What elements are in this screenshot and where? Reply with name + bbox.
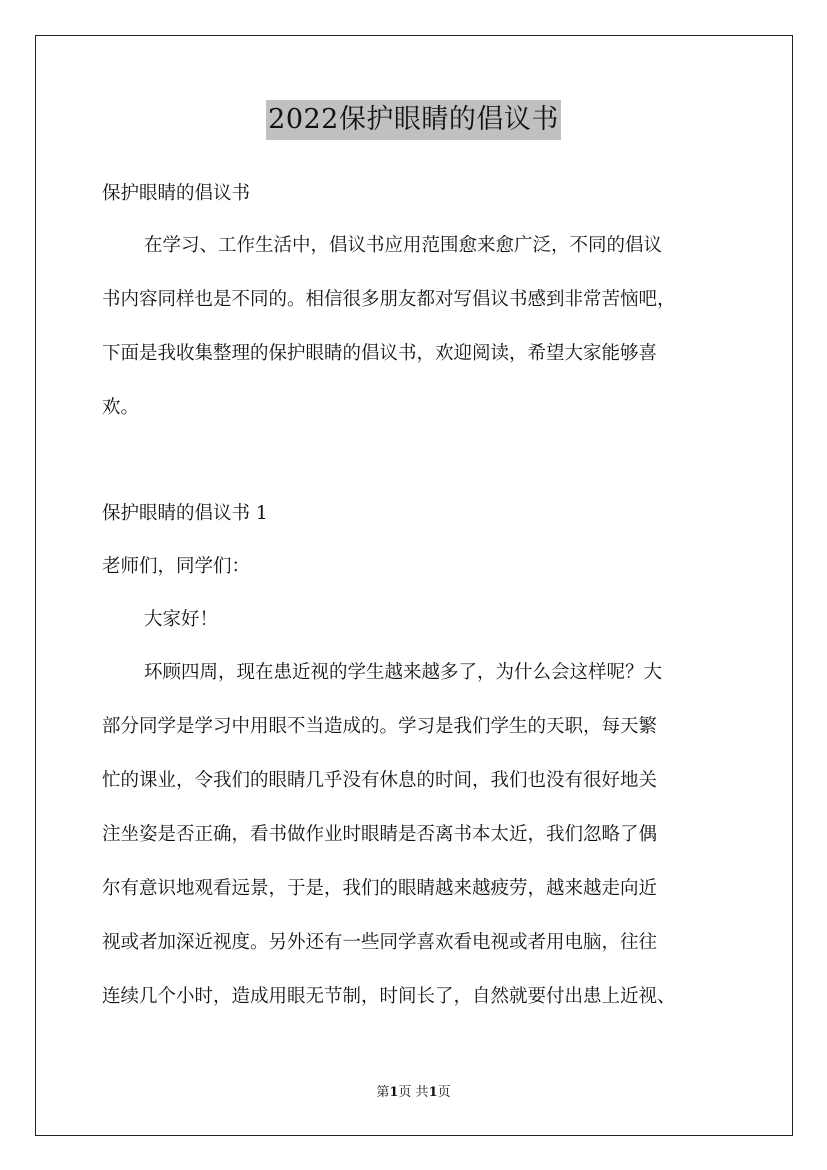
body-line: 注坐姿是否正确，看书做作业时眼睛是否离书本太近，我们忽略了偶 (102, 824, 658, 845)
body-paragraph (102, 655, 732, 1015)
body-line: 视或者加深近视度。另外还有一些同学喜欢看电视或者用电脑，往往 (102, 932, 658, 953)
intro-line: 下面是我收集整理的保护眼睛的倡议书，欢迎阅读，希望大家能够喜 (102, 343, 658, 364)
body-line: 忙的课业，令我们的眼睛几乎没有休息的时间，我们也没有很好地关 (102, 770, 658, 791)
body-line: 尔有意识地观看远景，于是，我们的眼睛越来越疲劳，越来越走向近 (102, 878, 658, 899)
page-footer (0, 1083, 827, 1103)
footer-page-total: 1 (428, 1085, 438, 1100)
greeting: 大家好！ (144, 609, 219, 630)
document-body (102, 176, 732, 1015)
footer-page-mid: 页 共 (398, 1085, 429, 1100)
footer-page-prefix: 第 (376, 1085, 390, 1100)
intro-line: 书内容同样也是不同的。相信很多朋友都对写倡议书感到非常苦恼吧， (102, 289, 676, 310)
body-line: 连续几个小时，造成用眼无节制，时间长了，自然就要付出患上近视、 (102, 986, 676, 1007)
footer-page-suffix: 页 (437, 1085, 451, 1100)
intro-paragraph (102, 228, 732, 426)
body-line: 部分同学是学习中用眼不当造成的。学习是我们学生的天职，每天繁 (102, 716, 658, 737)
document-title: 2022保护眼睛的倡议书 (266, 100, 561, 140)
intro-line: 欢。 (102, 397, 140, 418)
intro-line: 在学习、工作生活中，倡议书应用范围愈来愈广泛，不同的倡议 (144, 235, 663, 256)
subtitle: 保护眼睛的倡议书 (102, 183, 251, 204)
section-heading: 保护眼睛的倡议书 1 (102, 503, 268, 524)
body-line: 环顾四周，现在患近视的学生越来越多了，为什么会这样呢？大 (144, 662, 663, 683)
title-container (0, 100, 827, 140)
footer-page-number: 1 (389, 1085, 399, 1100)
salutation: 老师们，同学们： (102, 556, 251, 577)
